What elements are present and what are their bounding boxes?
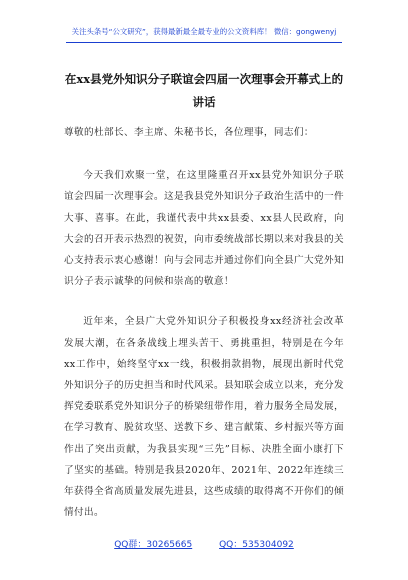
- footer-qq: QQ：535304092: [219, 540, 294, 550]
- paragraph-1: 今天我们欢聚一堂，在这里隆重召开xx县党外知识分子联谊会四届一次理事会。这是我县党外知识分子政治生活中的一件大事、喜事。在此，我谨代表中共xx县委、xx县人民政府，向大会的召开表示热烈的祝贺，向市委统战部长期以来对我县的关心支持表示衷心感谢！向与会同志并通过你们向全县广大党外知识分子表示诚挚的问候和崇高的敬意！: [64, 170, 344, 288]
- footer-contacts: [0, 537, 408, 550]
- salutation: 尊敬的杜部长、李主席、朱秘书长，各位理事，同志们：: [64, 127, 314, 138]
- document-body: [64, 122, 344, 542]
- header-divider: [66, 42, 342, 43]
- document-title: 在xx县党外知识分子联谊会四届一次理事会开幕式上的讲话: [64, 72, 344, 109]
- paragraph-2: 近年来，全县广大党外知识分子积极投身xx经济社会改革发展大潮，在各条战线上埋头苦干、勇挑重担，特别是在今年xx工作中，始终坚守xx一线，积极捐款捐物，展现出新时代党外知识分子的历史担当和时代风采。县知联会成立以来，充分发挥党委联系党外知识分子的桥梁纽带作用，着力服务全局发展，在学习教育、脱贫攻坚、送教下乡、建言献策、乡村振兴等方面作出了突出贡献，为我县实现“三先”目标、决胜全面小康打下了坚实的基础。特别是我县2020年、2021年、2022年连续三年获得全省高质量发展先进县，这些成绩的取得离不开你们的倾情付出。: [64, 316, 344, 519]
- header-promo: 关注头条号“公文研究”，获得最新最全最专业的公文资料库！ 微信：gongwenyj: [71, 27, 337, 36]
- footer-qq-group: QQ群：30265665: [114, 540, 193, 550]
